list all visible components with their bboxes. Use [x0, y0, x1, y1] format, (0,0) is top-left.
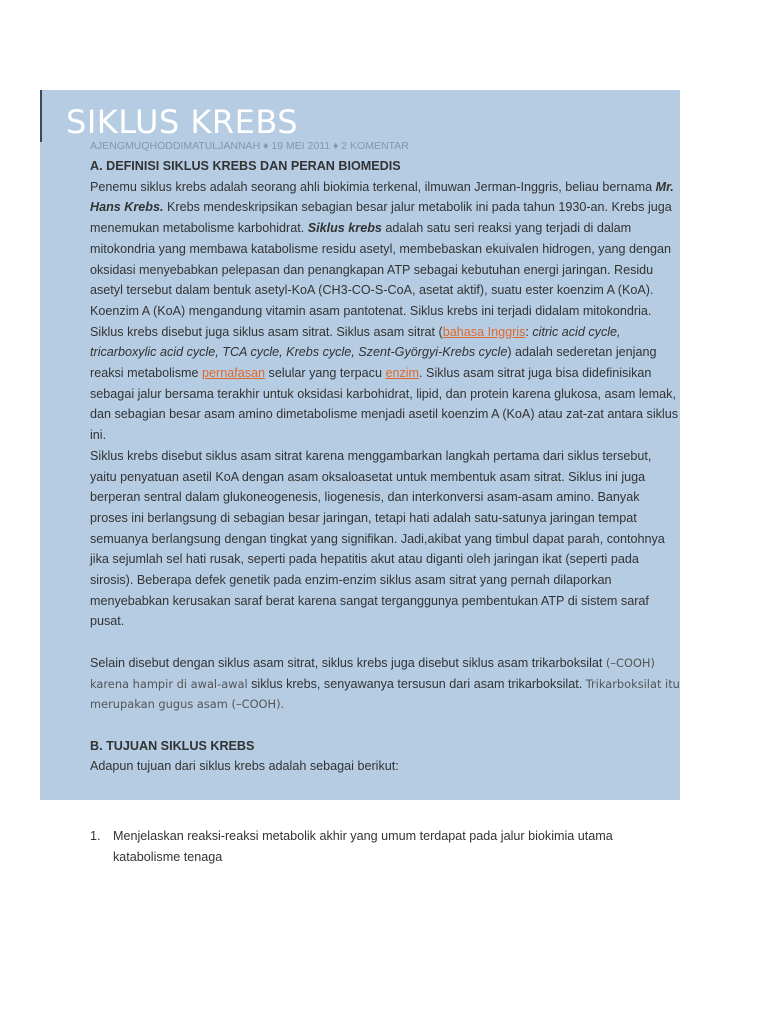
p1-text: Penemu siklus krebs adalah seorang ahli biokimia terkenal, ilmuwan Jerman-Inggris, beliau bernama — [90, 179, 656, 194]
link-pernafasan[interactable]: pernafasan — [202, 366, 266, 381]
p1-text-post: adalah satu seri reaksi yang terjadi di dalam mitokondria yang membawa katabolisme residu asetyl, membebaskan ekuivalen hidrogen, yang dengan oksidasi menyebabkan pelepasan dan penangkapan ATP sebagai kebutuhan energi jaringan. Residu asetyl tersebut dalam bentuk asetyl-KoA (CH3-CO-S-CoA, asetat aktif), suatu ester koenzim A (KoA). Koenzim A (KoA) mengandung vitamin asam pantotenat. Siklus krebs ini terjadi didalam mitokondria. — [90, 221, 672, 318]
spacer — [90, 632, 680, 653]
paragraph-3: Siklus krebs disebut siklus asam sitrat karena menggambarkan langkah pertama dari siklus tersebut, yaitu penyatuan asetil KoA dengan asam oksaloasetat untuk membentuk asam sitrat. Siklus ini juga berperan sentral dalam glukoneogenesis, liogenesis, dan interkonversi asam-asam amino. Banyak proses ini berlangsung di sebagian besar jaringan, tetapi hati adalah satu-satunya jaringan tempat semuanya berlangsung dengan tingkat yang signifikan. Jadi,akibat yang timbul dapat parah, contohnya jika sejumlah sel hati rusak, seperti pada hepatitis akut atau diganti oleh jaringan ikat (seperti pada sirosis). Beberapa defek genetik pada enzim-enzim siklus asam sitrat yang pernah dilaporkan menyebabkan kerusakan saraf berat karena sangat terganggunya pembentukan ATP di sistem saraf pusat. — [90, 448, 665, 629]
p4-text-mid: siklus krebs, senyawanya tersusun dari asam trikarboksilat. — [247, 676, 586, 691]
post-meta: AJENGMUQHODDIMATULJANNAH ♦ 19 MEI 2011 ♦ 2 KOMENTAR — [90, 140, 409, 152]
p1-text-mid: Krebs mendeskripsikan sebagian besar jalur metabolik ini pada tahun 1930-an. Krebs juga menemukan metabolisme karbohidrat. — [90, 200, 672, 236]
title-border — [40, 90, 42, 142]
term-siklus-krebs: Siklus krebs — [307, 221, 382, 236]
page-title: SIKLUS KREBS — [66, 103, 299, 141]
paragraph-2 — [90, 322, 680, 446]
p4-text: Selain disebut dengan siklus asam sitrat, siklus krebs juga disebut siklus asam trikarboksilat — [90, 655, 606, 670]
link-bahasa-inggris[interactable]: bahasa Inggris — [442, 324, 526, 339]
list-item-number: 1. — [90, 829, 101, 843]
p2-colon: : — [525, 324, 533, 339]
p2-text-mid1: ) adalah sederetan jenjang reaksi metabolisme — [90, 345, 657, 381]
p2-text-post: . Siklus asam sitrat juga bisa didefinisikan sebagai jalur bersama terakhir untuk oksidasi karbohidrat, lipid, dan protein karena glukosa, asam lemak, dan sebagian besar asam amino dimetabolisme menjadi asetil koenzim A (KoA) atau zat-zat antara siklus ini. — [90, 366, 679, 443]
scientist-name: Mr. Hans Krebs. — [90, 179, 674, 215]
paragraph-4 — [90, 653, 680, 715]
paragraph-1 — [90, 177, 680, 322]
section-a-heading: A. DEFINISI SIKLUS KREBS DAN PERAN BIOMEDIS — [90, 159, 401, 173]
tujuan-list — [90, 826, 680, 867]
p2-text-mid2: selular yang terpacu — [265, 366, 386, 381]
list-item — [90, 826, 680, 867]
p2-english-names: citric acid cycle, tricarboxylic acid cycle, TCA cycle, Krebs cycle, Szent-Györgyi-Krebs cycle — [90, 324, 621, 360]
list-item-text: Menjelaskan reaksi-reaksi metabolik akhir yang umum terdapat pada jalur biokimia utama katabolisme tenaga — [113, 829, 613, 864]
article-body — [90, 156, 680, 777]
section-b-heading: B. TUJUAN SIKLUS KREBS — [90, 738, 255, 753]
spacer — [90, 715, 680, 736]
p4-alt-text-2: Trikarboksilat itu merupakan gugus asam (–COOH). — [90, 676, 680, 712]
section-b-intro: Adapun tujuan dari siklus krebs adalah sebagai berikut: — [90, 759, 399, 774]
p4-alt-text-1: (–COOH) karena hampir di awal-awal — [90, 655, 655, 691]
p2-text: Siklus krebs disebut juga siklus asam sitrat. Siklus asam sitrat ( — [90, 324, 443, 339]
link-enzim[interactable]: enzim — [385, 366, 420, 381]
